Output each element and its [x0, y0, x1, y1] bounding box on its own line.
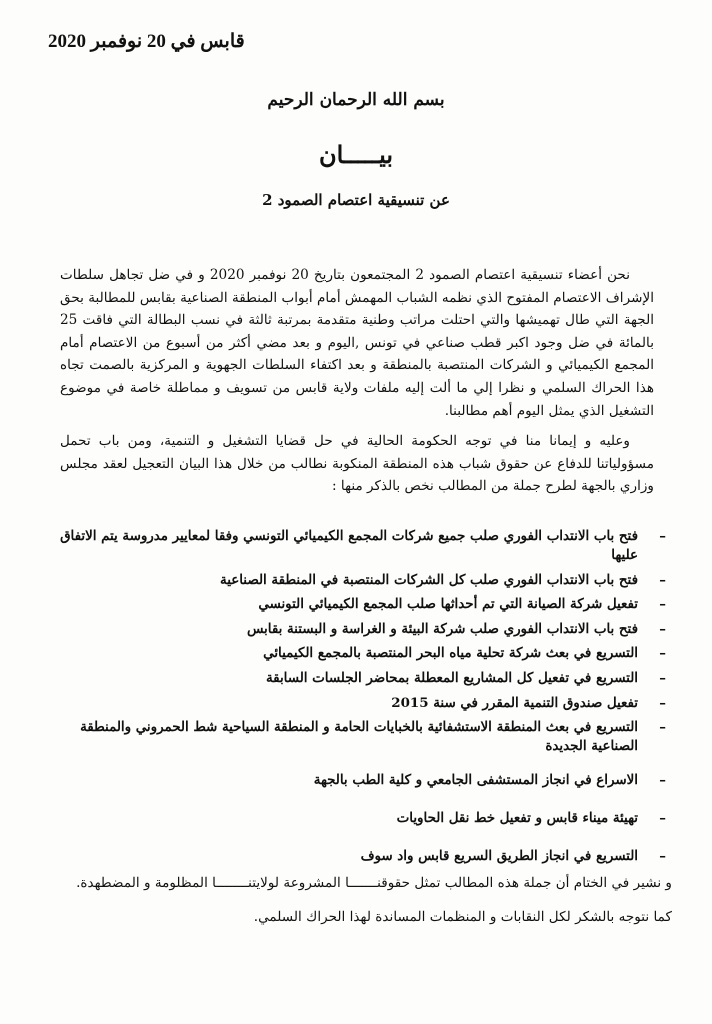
basmala-heading: بسم الله الرحمان الرحيم	[267, 90, 445, 110]
demand-item: – تفعيل صندوق التنمية المقرر في سنة 2015	[44, 694, 666, 713]
demand-item: – التسريع في بعث المنطقة الاستشفائية بالخبايات الحامة و المنطقة السياحية شط الحمروني والمنطقة الصناعية الجديدة	[44, 718, 666, 756]
document-subtitle: عن تنسيقية اعتصام الصمود 2	[262, 191, 450, 209]
demand-item: – التسريع في تفعيل كل المشاريع المعطلة بمحاضر الجلسات السابقة	[44, 669, 666, 688]
demand-item: – فتح باب الانتداب الفوري صلب كل الشركات المنتصبة في المنطقة الصناعية	[44, 571, 666, 590]
document-title: بيـــــان	[318, 140, 393, 169]
demand-item: – فتح باب الانتداب الفوري صلب جميع شركات المجمع الكيميائي التونسي وفقا لمعايير مدروسة يتم الاتفاق عليها	[44, 527, 666, 565]
closing-line-2: كما نتوجه بالشكر لكل النقابات و المنظمات المساندة لهذا الحراك السلمي.	[253, 909, 672, 925]
demand-item: – الاسراع في انجاز المستشفى الجامعي و كلية الطب بالجهة	[44, 771, 666, 790]
demand-item: – التسريع في بعث شركة تحلية مياه البحر المنتصبة بالمجمع الكيميائي	[44, 644, 666, 663]
closing-line-1: و نشير في الختام أن جملة هذه المطالب تمثل حقوقنـــــــا المشروعة لولايتنــــــــا المظلومة و المضطهدة.	[76, 875, 672, 891]
document-date: قابس في 20 نوفمبر 2020	[48, 31, 245, 52]
demands-list	[44, 527, 666, 872]
demand-item: – فتح باب الانتداب الفوري صلب شركة البيئة و الغراسة و البستنة بقابس	[44, 620, 666, 639]
demand-item: – التسريع في انجاز الطريق السريع قابس واد سوف	[44, 847, 666, 866]
demands-intro-paragraph: وعليه و إيمانا منا في توجه الحكومة الحالية في حل قضايا التشغيل و التنمية، ومن باب تحمل مسؤولياتنا للدفاع عن حقوق شباب هذه المنطقة المنكوبة نطالب من خلال هذا البيان التعجيل لعقد مجلس وزاري بالجهة لطرح جملة من المطالب نخص بالذكر منها :	[60, 433, 654, 495]
demand-item: – تفعيل شركة الصيانة التي تم أحداثها صلب المجمع الكيميائي التونسي	[44, 595, 666, 614]
demand-item: – تهيئة ميناء قابس و تفعيل خط نقل الحاويات	[44, 809, 666, 828]
intro-paragraph: نحن أعضاء تنسيقية اعتصام الصمود 2 المجتمعون بتاريخ 20 نوفمبر 2020 و في ضل تجاهل سلطات الإشراف الاعتصام المفتوح الذي نظمه الشباب المهمش أمام أبواب المنطقة الصناعية بقابس للمطالبة بحق الجهة التي طال تهميشها والتي احتلت مراتب وطنية متقدمة بمرتبة ثالثة في نسب البطالة التي فاقت 25 بالمائة في ضل وجود اكبر قطب صناعي في تونس ,اليوم و بعد مضي أكثر من أسبوع من الاعتصام أمام المجمع الكيميائي و الشركات المنتصبة بالمنطقة و بعد اكتفاء السلطات الجهوية و المركزية بالصمت تجاه هذا الحراك السلمي و نظرا إلي ما ألت إليه ملفات ولاية قابس من تسويف و مماطلة خاصة في موضوع التشغيل الذي يمثل اليوم أهم مطالبنا.	[60, 267, 654, 419]
